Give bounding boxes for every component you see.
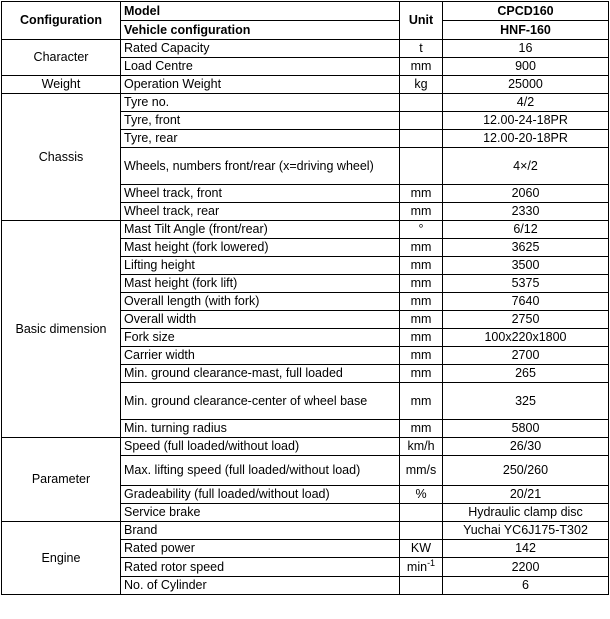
header-model-value: CPCD160 (443, 2, 609, 21)
row-unit: mm (400, 420, 443, 438)
row-value: 2200 (443, 558, 609, 577)
row-item: Mast height (fork lift) (121, 275, 400, 293)
row-unit: ° (400, 221, 443, 239)
row-item: Tyre, front (121, 112, 400, 130)
row-value: 2060 (443, 185, 609, 203)
row-unit (400, 112, 443, 130)
row-item: Service brake (121, 504, 400, 522)
row-value: 3500 (443, 257, 609, 275)
row-item: Speed (full loaded/without load) (121, 438, 400, 456)
row-item: Tyre, rear (121, 130, 400, 148)
row-item: Min. ground clearance-center of wheel base (121, 383, 400, 420)
row-value: 7640 (443, 293, 609, 311)
row-value: 900 (443, 58, 609, 76)
row-item: Mast Tilt Angle (front/rear) (121, 221, 400, 239)
row-unit: kg (400, 76, 443, 94)
header-configuration: Configuration (2, 2, 121, 40)
row-item: Wheel track, rear (121, 203, 400, 221)
row-unit (400, 522, 443, 540)
row-unit: mm (400, 257, 443, 275)
row-item: Rated Capacity (121, 40, 400, 58)
row-item: Lifting height (121, 257, 400, 275)
row-unit: mm/s (400, 456, 443, 486)
row-unit (400, 558, 443, 577)
row-value: 5800 (443, 420, 609, 438)
row-unit: mm (400, 293, 443, 311)
row-unit: km/h (400, 438, 443, 456)
row-unit: mm (400, 383, 443, 420)
row-item: Tyre no. (121, 94, 400, 112)
row-value: 2750 (443, 311, 609, 329)
table-row (2, 522, 609, 540)
header-model: Model (121, 2, 400, 21)
row-value: 250/260 (443, 456, 609, 486)
row-unit (400, 130, 443, 148)
row-value: Hydraulic clamp disc (443, 504, 609, 522)
row-value: 265 (443, 365, 609, 383)
row-item: Gradeability (full loaded/without load) (121, 486, 400, 504)
row-item: Overall width (121, 311, 400, 329)
row-value: 4/2 (443, 94, 609, 112)
row-item: Max. lifting speed (full loaded/without load) (121, 456, 400, 486)
row-item: Carrier width (121, 347, 400, 365)
group-basic-dimension: Basic dimension (2, 221, 121, 438)
table-row (2, 76, 609, 94)
row-unit: t (400, 40, 443, 58)
row-unit: KW (400, 540, 443, 558)
row-value: 3625 (443, 239, 609, 257)
row-unit (400, 148, 443, 185)
row-item: Wheels, numbers front/rear (x=driving wheel) (121, 148, 400, 185)
row-value: 325 (443, 383, 609, 420)
row-item: No. of Cylinder (121, 577, 400, 595)
row-item: Load Centre (121, 58, 400, 76)
group-engine: Engine (2, 522, 121, 595)
spec-table (1, 1, 609, 595)
table-row (2, 94, 609, 112)
row-item: Min. ground clearance-mast, full loaded (121, 365, 400, 383)
row-unit-exponent: -1 (427, 557, 436, 568)
row-value: 100x220x1800 (443, 329, 609, 347)
row-value: 16 (443, 40, 609, 58)
table-row (2, 438, 609, 456)
row-value: 12.00-20-18PR (443, 130, 609, 148)
row-item: Mast height (fork lowered) (121, 239, 400, 257)
header-vehicle-configuration: Vehicle configuration (121, 21, 400, 40)
header-unit: Unit (400, 2, 443, 40)
row-value: 26/30 (443, 438, 609, 456)
row-value: 2330 (443, 203, 609, 221)
row-unit: mm (400, 365, 443, 383)
row-item: Min. turning radius (121, 420, 400, 438)
group-chassis: Chassis (2, 94, 121, 221)
header-vehicle-value: HNF-160 (443, 21, 609, 40)
row-item: Overall length (with fork) (121, 293, 400, 311)
row-unit: mm (400, 239, 443, 257)
group-weight: Weight (2, 76, 121, 94)
row-unit (400, 504, 443, 522)
row-value: 2700 (443, 347, 609, 365)
group-character: Character (2, 40, 121, 76)
row-unit: mm (400, 203, 443, 221)
row-value: Yuchai YC6J175-T302 (443, 522, 609, 540)
row-value: 4×/2 (443, 148, 609, 185)
row-unit: mm (400, 275, 443, 293)
row-unit: mm (400, 185, 443, 203)
row-unit: mm (400, 329, 443, 347)
row-unit: % (400, 486, 443, 504)
table-row (2, 221, 609, 239)
row-value: 6 (443, 577, 609, 595)
row-unit-base: min (406, 559, 428, 574)
row-item: Brand (121, 522, 400, 540)
row-value: 25000 (443, 76, 609, 94)
row-unit: mm (400, 58, 443, 76)
row-item: Operation Weight (121, 76, 400, 94)
row-unit: mm (400, 311, 443, 329)
table-row (2, 40, 609, 58)
row-unit (400, 94, 443, 112)
row-item: Wheel track, front (121, 185, 400, 203)
row-value: 20/21 (443, 486, 609, 504)
group-parameter: Parameter (2, 438, 121, 522)
row-item: Rated power (121, 540, 400, 558)
row-unit (400, 577, 443, 595)
row-value: 5375 (443, 275, 609, 293)
row-value: 142 (443, 540, 609, 558)
row-unit: mm (400, 347, 443, 365)
row-item: Rated rotor speed (121, 558, 400, 577)
row-item: Fork size (121, 329, 400, 347)
row-value: 12.00-24-18PR (443, 112, 609, 130)
row-value: 6/12 (443, 221, 609, 239)
